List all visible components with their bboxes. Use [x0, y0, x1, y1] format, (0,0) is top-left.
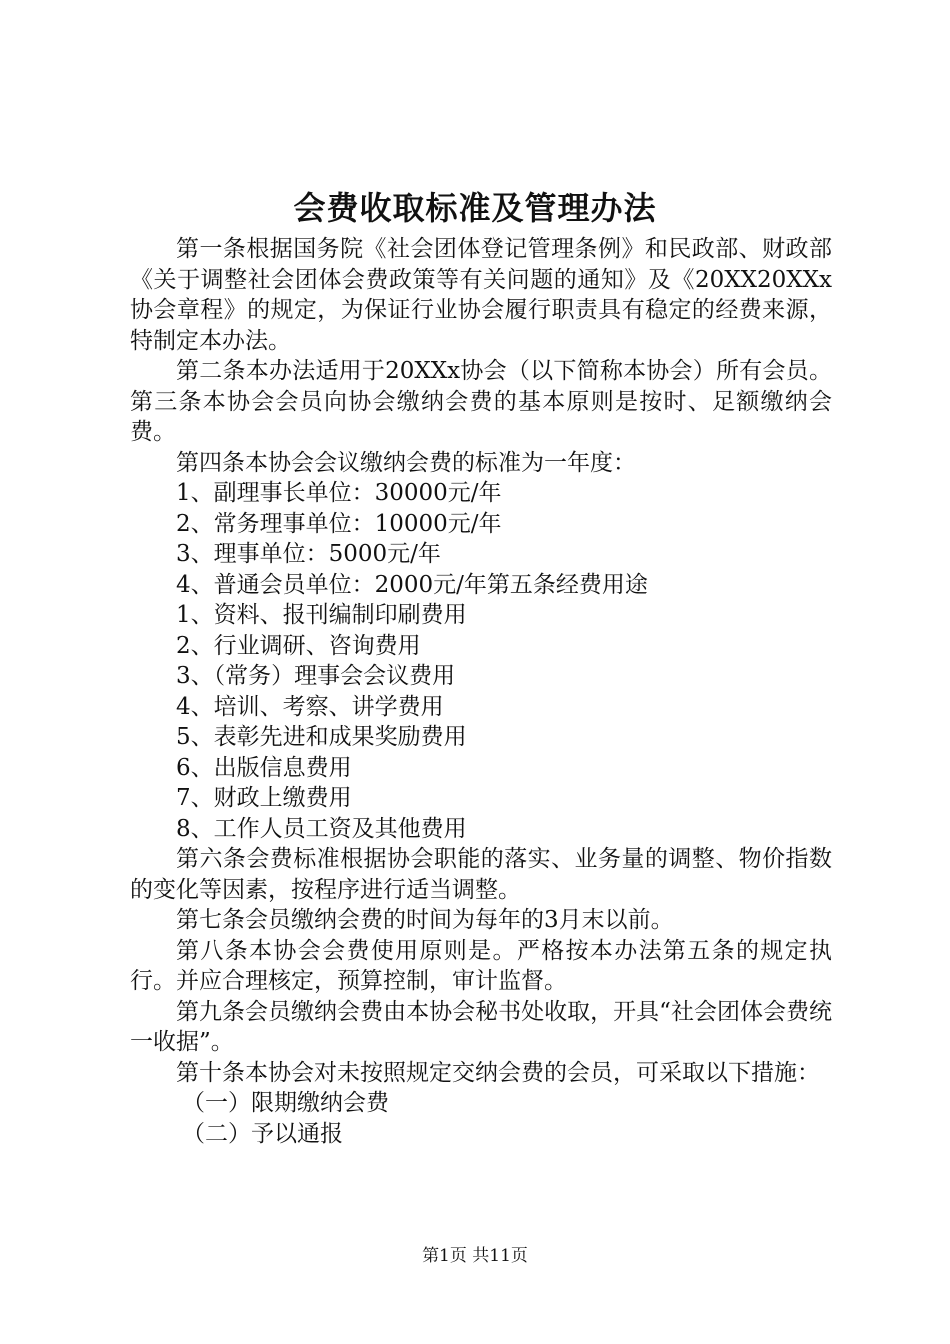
article-9: 第九条会员缴纳会费由本协会秘书处收取，开具“社会团体会费统一收据”。 [130, 998, 832, 1055]
use-item: 5、表彰先进和成果奖励费用 [176, 724, 467, 750]
article-7: 第七条会员缴纳会费的时间为每年的3月末以前。 [176, 907, 674, 933]
article-8: 第八条本协会会费使用原则是。严格按本办法第五条的规定执行。并应合理核定，预算控制，审计监督。 [130, 937, 832, 994]
use-item: 1、资料、报刊编制印刷费用 [176, 602, 467, 628]
use-item: 4、培训、考察、讲学费用 [176, 693, 444, 720]
use-item: 6、出版信息费用 [176, 754, 352, 781]
document-title: 会费收取标准及管理办法 [293, 189, 657, 227]
measure-item: （一）限期缴纳会费 [182, 1090, 389, 1116]
fee-item: 2、常务理事单位：10000元/年 [176, 510, 502, 537]
fee-item: 3、理事单位：5000元/年 [176, 541, 441, 567]
article-6: 第六条会费标准根据协会职能的落实、业务量的调整、物价指数的变化等因素，按程序进行适当调整。 [130, 846, 832, 903]
use-item: 2、行业调研、咨询费用 [176, 632, 421, 659]
fee-item: 4、普通会员单位：2000元/年第五条经费用途 [176, 571, 648, 598]
use-item: 7、财政上缴费用 [176, 785, 352, 811]
page-number: 第1页 共11页 [422, 1246, 528, 1266]
article-4: 第四条本协会会议缴纳会费的标准为一年度： [176, 449, 636, 476]
use-item: 8、工作人员工资及其他费用 [176, 815, 467, 842]
use-item: 3、（常务）理事会会议费用 [176, 663, 456, 689]
article-2-3: 第二条本办法适用于20XXx协会（以下简称本协会）所有会员。第三条本协会会员向协会缴纳会费的基本原则是按时、足额缴纳会费。 [130, 358, 832, 445]
measure-item: （二）予以通报 [182, 1120, 343, 1147]
article-1: 第一条根据国务院《社会团体登记管理条例》和民政部、财政部《关于调整社会团体会费政策等有关问题的通知》及《20XX20XXx协会章程》的规定，为保证行业协会履行职责具有稳定的经费来源，特制定本办法。 [130, 236, 832, 354]
document-body [130, 234, 832, 1149]
fee-item: 1、副理事长单位：30000元/年 [176, 480, 502, 506]
article-10: 第十条本协会对未按照规定交纳会费的会员，可采取以下措施： [176, 1059, 820, 1086]
